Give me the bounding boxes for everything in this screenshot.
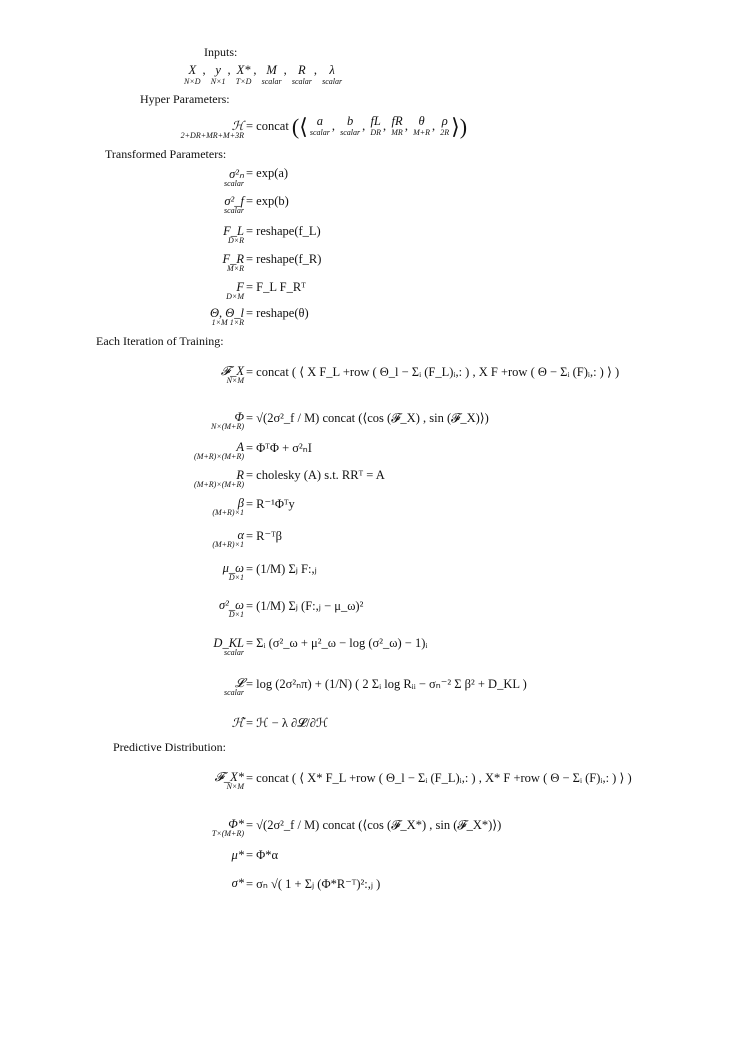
predictive-lhs: 𝓕_X* N×M xyxy=(214,770,244,791)
hyper-rhs: = concat (⟨ a scalar , b scalar , fL DR , fR MR , θ M+R , ρ 2R ⟩) xyxy=(246,114,468,139)
hyper-item: fL DR xyxy=(370,114,382,137)
predictive-rhs: = √(2σ²_f / M) concat (⟨cos (𝓕_X*) , sin (𝓕_X*)⟩) xyxy=(246,818,502,832)
transformed-rhs: = F_L F_Rᵀ xyxy=(246,280,306,294)
transformed-rhs: = reshape(f_L) xyxy=(246,224,321,238)
iteration-lhs: μ_ω D×1 xyxy=(222,561,244,582)
iteration-rhs: = R⁻¹Φᵀy xyxy=(246,497,295,511)
iteration-lhs: 𝓕_X N×M xyxy=(220,364,244,385)
hyper-item: ρ 2R xyxy=(440,114,450,137)
iteration-lhs: D_KL scalar xyxy=(213,636,244,657)
iteration-lhs: Φ N×(M+R) xyxy=(210,410,244,431)
iteration-rhs: = √(2σ²_f / M) concat (⟨cos (𝓕_X) , sin (𝓕_X)⟩) xyxy=(246,411,489,425)
transformed-rhs: = reshape(θ) xyxy=(246,306,309,320)
iteration-rhs: = ΦᵀΦ + σ²ₙI xyxy=(246,441,312,455)
transformed-rhs: = reshape(f_R) xyxy=(246,252,322,266)
transformed-rhs: = exp(b) xyxy=(246,194,289,208)
iteration-rhs: = R⁻ᵀβ xyxy=(246,529,282,543)
input-symbol: X N×D xyxy=(184,63,201,86)
input-symbol: X* T×D xyxy=(235,63,252,86)
transformed-lhs: σ²ₙ scalar xyxy=(224,167,244,188)
iteration-lhs: ℋ̂ xyxy=(231,716,244,730)
iteration-lhs: R (M+R)×(M+R) xyxy=(194,468,244,489)
section-hyper-parameters: Hyper Parameters: xyxy=(140,92,230,106)
section-predictive-distribution: Predictive Distribution: xyxy=(113,740,226,754)
transformed-lhs: F_R M×R xyxy=(222,252,244,273)
hyper-lhs: ℋ 2+DR+MR+M+3R xyxy=(180,119,244,140)
predictive-lhs: σ* xyxy=(231,876,244,890)
iteration-rhs: = Σᵢ (σ²_ω + μ²_ω − log (σ²_ω) − 1)ᵢ xyxy=(246,636,428,650)
predictive-lhs: μ* xyxy=(231,848,244,862)
iteration-rhs: = (1/M) Σⱼ (F:,ⱼ − μ_ω)² xyxy=(246,599,364,613)
hyper-item: fR MR xyxy=(391,114,403,137)
transformed-rhs: = exp(a) xyxy=(246,166,289,180)
section-transformed-parameters: Transformed Parameters: xyxy=(105,147,227,161)
transformed-lhs: F D×M xyxy=(226,280,244,301)
transformed-lhs: F_L D×R xyxy=(223,224,244,245)
hyper-item: θ M+R xyxy=(413,114,431,137)
iteration-lhs: A (M+R)×(M+R) xyxy=(194,440,244,461)
section-inputs: Inputs: xyxy=(204,45,238,59)
iteration-rhs: = concat ( ⟨ X F_L +row ( Θ_l − Σᵢ (F_L)ᵢ,: ) , X F +row ( Θ − Σᵢ (F)ᵢ,: ) ⟩ ) xyxy=(246,365,620,379)
predictive-lhs: Φ* T×(M+R) xyxy=(211,817,244,838)
input-symbol: R scalar xyxy=(291,63,312,86)
transformed-lhs: σ²_f scalar xyxy=(224,194,244,215)
inputs-row: X N×D , y N×1 , X* T×D , M scalar , R scalar , λ scalar xyxy=(184,63,343,86)
iteration-lhs: α (M+R)×1 xyxy=(212,528,244,549)
transformed-lhs: Θ, Θ_l 1×M 1×R xyxy=(209,306,244,327)
section-each-iteration: Each Iteration of Training: xyxy=(96,334,224,348)
predictive-rhs: = concat ( ⟨ X* F_L +row ( Θ_l − Σᵢ (F_L)ᵢ,: ) , X* F +row ( Θ − Σᵢ (F)ᵢ,: ) ⟩ ) xyxy=(246,771,632,785)
predictive-rhs: = σₙ √( 1 + Σⱼ (Φ*R⁻ᵀ)²:,ⱼ ) xyxy=(246,877,381,891)
hyper-item: b scalar xyxy=(340,114,361,137)
iteration-rhs: = (1/M) Σⱼ F:,ⱼ xyxy=(246,562,317,576)
iteration-rhs: = cholesky (A) s.t. RRᵀ = A xyxy=(246,468,385,482)
input-symbol: M scalar xyxy=(261,63,282,86)
input-symbol: λ scalar xyxy=(322,63,343,86)
hyper-item: a scalar xyxy=(309,114,330,137)
iteration-rhs: = log (2σ²ₙπ) + (1/N) ( 2 Σᵢ log Rᵢᵢ − σₙ⁻² Σ β² + D_KL ) xyxy=(246,677,527,691)
predictive-rhs: = Φ*α xyxy=(246,848,279,862)
iteration-lhs: 𝓛 scalar xyxy=(224,676,244,697)
input-symbol: y N×1 xyxy=(210,63,226,86)
iteration-rhs: = ℋ − λ ∂𝓛/∂ℋ xyxy=(246,716,329,730)
iteration-lhs: β (M+R)×1 xyxy=(212,496,244,517)
iteration-lhs: σ²_ω D×1 xyxy=(219,598,244,619)
